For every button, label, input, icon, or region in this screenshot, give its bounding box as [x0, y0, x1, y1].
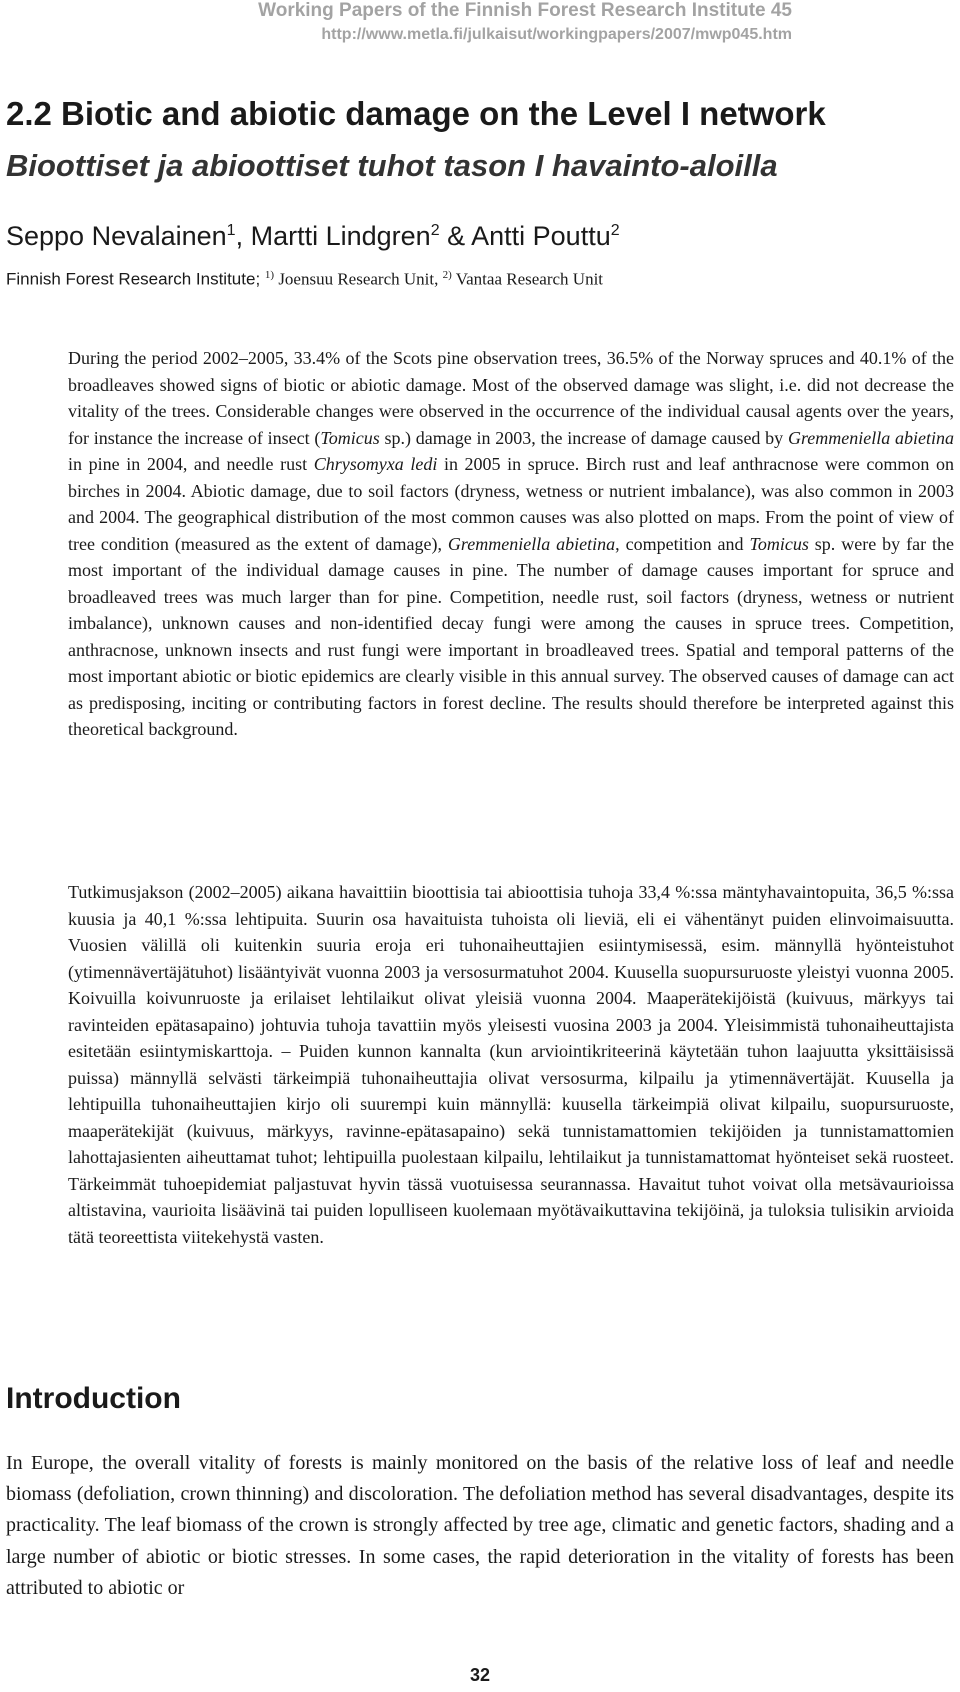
author-name: Antti Pouttu [471, 221, 611, 251]
abstract-species-name: Gremmeniella abietina [447, 533, 616, 554]
abstract-finnish: Tutkimusjakson (2002–2005) aikana havaittiin bioottisia tai abioottisia tuhoja 33,4 %:ssa mäntyhavaintopuita, 36,5 %:ssa kuusia ja 40,1 %:ssa lehtipuita. Suurin osa havaituista tuhoista oli lieviä, eli ei vähentänyt puiden elinvoimaisuutta. Vuosien välillä oli kuitenkin suuria eroja eri tuhonaiheuttajien esiintymisessä, esim. männyllä hyönteistuhot (ytimennävertäjätuhot) lisääntyivät vuonna 2003 ja versosurmatuhot 2004. Kuusella suopursuruoste yleistyi vuonna 2005. Koivuilla koivunruoste ja erilaiset lehtilaikut olivat yleisiä vuonna 2004. Maaperätekijöistä (kuivuus, märkyys tai ravinteiden epätasapaino) johtuvia tuhoja tavattiin myös yleisesti vuosina 2003 ja 2004. Yleisimmistä tuhonaiheuttajista esitetään esiintymiskarttoja. – Puiden kunnon kannalta (kun arviointikriteerinä käytetään tuhon laajuutta yksittäisissä puissa) männyllä selvästi tärkeimpiä tuhonaiheuttajia olivat versosurma, kilpailu ja ytimennävertäjät. Kuusella ja lehtipuilla tuhonaiheuttajien kirjo oli suurempi kuin männyllä: kuusella tärkeimpiä olivat kilpailu, suopursuruoste, maaperätekijät (kuivuus, märkyys, ravinne-epätasapaino) sekä tunnistamattomien tekijöiden ja tunnistamattomien lahottajasienten aiheuttamat tuhot; lehtipuilla puolestaan kilpailu, lehtilaikut ja tunnistamattomat hyönteiset sekä ruosteet. Tärkeimmät tuhoepidemiat paljastuvat hyvin tässä vuotuisessa seurannassa. Havaitut tuhot voivat olla metsävaurioissa altistavina, vaurioita lisäävinä tai puiden lopulliseen kuolemaan myötävaikuttavina tekijöinä, ja tuloksia tulisikin arvioida tätä teoreettista viitekehystä vasten. [68, 882, 954, 1247]
page-number: 32 [469, 1665, 491, 1685]
research-unit: Vantaa Research Unit [451, 269, 604, 289]
affiliation-marker: 1 [226, 222, 236, 239]
abstract-species-name: Chrysomyxa ledi [313, 454, 438, 474]
abstract-text-run: sp. were by far the most important of the individual damage causes in pine. The number of damage causes important for spruce and broadleaved trees was much larger than for pine. Competition, needle rust, soil factors (dryness, wetness or nutrient imbalance), unknown causes and non-identified decay fungi were among the causes in spruce trees. Competition, anthracnose, unknown insects and rust fungi were important in broadleaved trees. Spatial and temporal patterns of the most important abiotic or biotic epidemics are clearly visible in this annual survey. The observed causes of damage can act as predisposing, inciting or contributing factors in forest decline. The results should therefore be interpreted against this theoretical background. [68, 533, 954, 739]
affiliation-marker: 2 [610, 222, 620, 239]
author-separator: & [439, 221, 472, 251]
author-separator: , [235, 221, 251, 251]
abstract-text-run: in 2005 in spruce. Birch rust and leaf anthracnose were common on birches in 2004. Abiotic damage, due to soil factors (dryness, wetness or nutrient imbalance), was also common in 2003 and 2004. The geographical distribution of the most common causes was also plotted on maps. From the point of view of tree condition (measured as the extent of damage), [68, 454, 955, 554]
abstract-text-run: sp.) damage in 2003, the increase of damage caused by [379, 427, 788, 448]
introduction-paragraph: In Europe, the overall vitality of forests is mainly monitored on the basis of the relative loss of leaf and needle biomass (defoliation, crown thinning) and discoloration. The defoliation method has several disadvantages, despite its practicality. The leaf biomass of the crown is strongly affected by tree age, climatic and genetic factors, shading and a large number of abiotic or biotic stresses. In some cases, the rapid deterioration in the vitality of forests has been attributed to abiotic or [6, 1452, 954, 1599]
affiliation-line [6, 264, 960, 291]
author-name: Seppo Nevalainen [6, 221, 227, 251]
series-url[interactable]: http://www.metla.fi/julkaisut/workingpapers/2007/mwp045.htm [321, 26, 792, 43]
abstract-text-run: During the period 2002–2005, 33.4% of the Scots pine observation trees, 36.5% of the Norway spruces and 40.1% of the broadleaves showed signs of biotic or abiotic damage. Most of the observed damage was slight, i.e. did not decrease the vitality of the trees. Considerable changes were observed in the occurrence of the individual causal agents over the years, for instance the increase of insect ( [68, 348, 954, 448]
abstract-species-name: Tomicus [320, 427, 380, 448]
affiliation-marker: 1) [264, 269, 275, 281]
institute-name: Finnish Forest Research Institute; [6, 269, 265, 289]
series-title: Working Papers of the Finnish Forest Research Institute 45 [258, 0, 792, 21]
abstract-species-name: Tomicus [749, 533, 809, 554]
affiliation-marker: 2 [430, 222, 440, 239]
chapter-title: 2.2 Biotic and abiotic damage on the Level I network [6, 95, 826, 132]
abstract-english [68, 345, 954, 743]
abstract-text-run: , competition and [615, 533, 750, 554]
section-heading-introduction: Introduction [6, 1382, 181, 1415]
abstract-species-name: Gremmeniella abietina [787, 427, 955, 448]
chapter-subtitle-finnish: Bioottiset ja abioottiset tuhot tason I havainto-aloilla [6, 148, 778, 183]
author-list [6, 214, 960, 253]
research-unit: Joensuu Research Unit, [274, 269, 443, 289]
abstract-text-run: in pine in 2004, and needle rust [68, 454, 314, 474]
affiliation-marker: 2) [442, 269, 452, 281]
running-header [258, 0, 792, 45]
author-name: Martti Lindgren [250, 221, 431, 251]
